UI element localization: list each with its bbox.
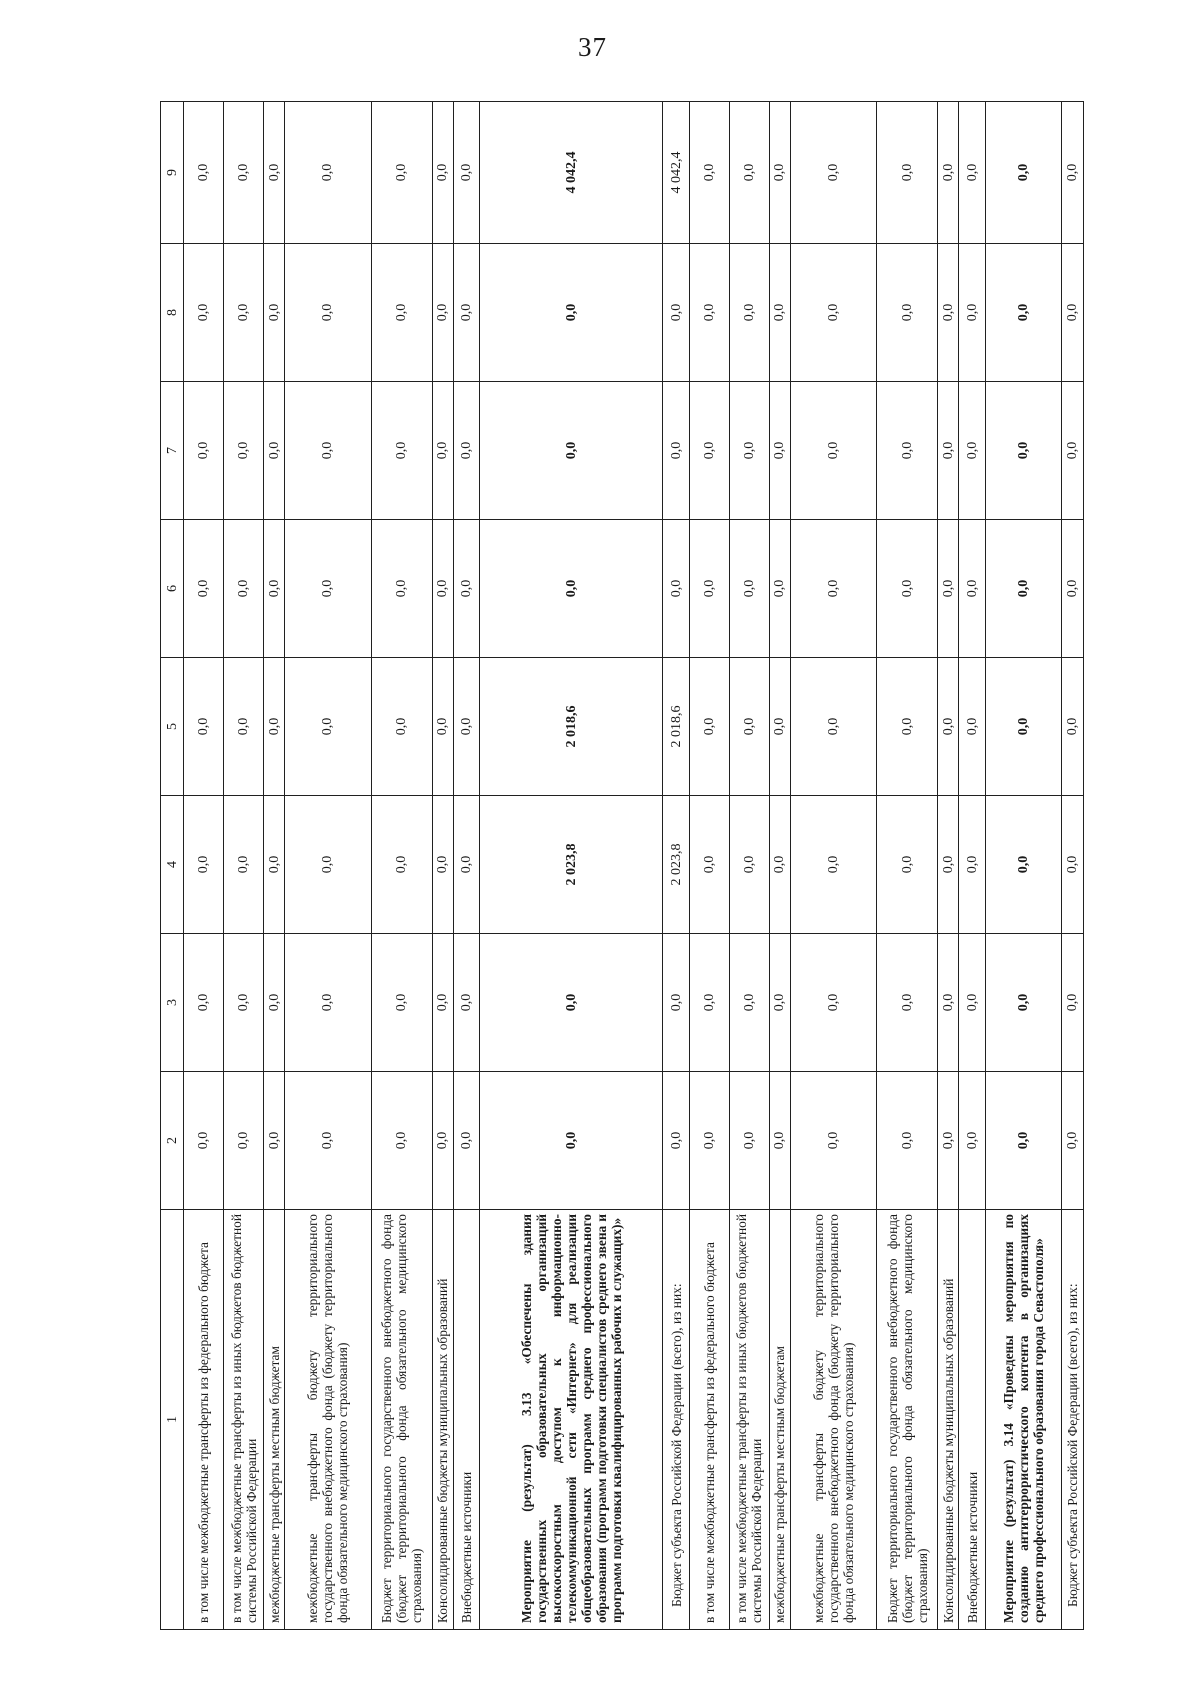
value-cell: 0,0 xyxy=(790,934,876,1072)
value-cell: 0,0 xyxy=(790,382,876,520)
value-cell: 0,0 xyxy=(663,520,689,658)
header-cell: 6 xyxy=(161,520,184,658)
value-cell: 0,0 xyxy=(938,520,959,658)
value-cell: 0,0 xyxy=(184,934,224,1072)
value-cell: 0,0 xyxy=(790,1072,876,1210)
value-cell: 0,0 xyxy=(432,244,453,382)
value-cell: 0,0 xyxy=(453,244,479,382)
header-cell: 9 xyxy=(161,102,184,244)
row-label: в том числе межбюджетные трансферты из иных бюджетов бюджетной системы Российской Федерации xyxy=(224,1210,264,1630)
value-cell: 0,0 xyxy=(663,244,689,382)
row-label: межбюджетные трансферты бюджету территориального государственного внебюджетного фонда (бюджету территориального фонда обязательного медицинского страхования) xyxy=(285,1210,371,1630)
value-cell: 0,0 xyxy=(877,796,938,934)
value-cell: 0,0 xyxy=(371,1072,432,1210)
table-row xyxy=(224,102,264,1630)
value-cell: 0,0 xyxy=(769,520,790,658)
rotated-table-wrapper xyxy=(160,102,1084,1630)
value-cell: 0,0 xyxy=(480,934,663,1072)
value-cell: 0,0 xyxy=(959,102,985,244)
value-cell: 0,0 xyxy=(769,934,790,1072)
row-label: Консолидированные бюджеты муниципальных образований xyxy=(432,1210,453,1630)
row-label: Бюджет субъекта Российской Федерации (всего), из них: xyxy=(663,1210,689,1630)
value-cell: 0,0 xyxy=(371,520,432,658)
row-label: Мероприятие (результат) 3.13 «Обеспечены здания государственных образовательных организаций высокоскоростным доступом к информационно-телекоммуникационной сети «Интернет» для реализации общеобразовательных программ среднего профессионального образования (программ подготовки специалистов среднего звена и программ подготовки квалифицированных рабочих и служащих)» xyxy=(480,1210,663,1630)
value-cell: 0,0 xyxy=(938,102,959,244)
value-cell: 0,0 xyxy=(877,244,938,382)
value-cell: 0,0 xyxy=(729,102,769,244)
value-cell: 0,0 xyxy=(453,382,479,520)
row-label: Бюджет территориального государственного внебюджетного фонда (бюджет территориального фонда обязательного медицинского страхования) xyxy=(877,1210,938,1630)
row-label: в том числе межбюджетные трансферты из федерального бюджета xyxy=(689,1210,729,1630)
value-cell: 0,0 xyxy=(985,244,1061,382)
value-cell: 0,0 xyxy=(877,520,938,658)
value-cell: 0,0 xyxy=(453,934,479,1072)
value-cell: 0,0 xyxy=(264,796,285,934)
value-cell: 0,0 xyxy=(985,796,1061,934)
value-cell: 0,0 xyxy=(729,520,769,658)
row-label: в том числе межбюджетные трансферты из иных бюджетов бюджетной системы Российской Федерации xyxy=(729,1210,769,1630)
value-cell: 0,0 xyxy=(285,1072,371,1210)
value-cell: 0,0 xyxy=(959,382,985,520)
table-row xyxy=(264,102,285,1630)
value-cell: 0,0 xyxy=(938,796,959,934)
value-cell: 0,0 xyxy=(729,382,769,520)
value-cell: 0,0 xyxy=(959,796,985,934)
value-cell: 0,0 xyxy=(790,244,876,382)
value-cell: 0,0 xyxy=(224,244,264,382)
row-label: Консолидированные бюджеты муниципальных образований xyxy=(938,1210,959,1630)
value-cell: 0,0 xyxy=(432,796,453,934)
value-cell: 0,0 xyxy=(689,1072,729,1210)
table-row xyxy=(453,102,479,1630)
value-cell: 0,0 xyxy=(432,658,453,796)
value-cell: 0,0 xyxy=(264,1072,285,1210)
value-cell: 0,0 xyxy=(371,796,432,934)
table-row xyxy=(1061,102,1083,1630)
value-cell: 0,0 xyxy=(689,244,729,382)
value-cell: 0,0 xyxy=(729,796,769,934)
value-cell: 0,0 xyxy=(432,520,453,658)
value-cell: 0,0 xyxy=(184,382,224,520)
value-cell: 0,0 xyxy=(224,1072,264,1210)
value-cell: 0,0 xyxy=(790,102,876,244)
value-cell: 0,0 xyxy=(1061,520,1083,658)
header-cell: 5 xyxy=(161,658,184,796)
value-cell: 0,0 xyxy=(959,658,985,796)
value-cell: 0,0 xyxy=(729,244,769,382)
table-row xyxy=(689,102,729,1630)
value-cell: 0,0 xyxy=(184,102,224,244)
value-cell: 0,0 xyxy=(453,658,479,796)
value-cell: 0,0 xyxy=(432,934,453,1072)
value-cell: 0,0 xyxy=(184,244,224,382)
value-cell: 0,0 xyxy=(285,796,371,934)
value-cell: 0,0 xyxy=(453,520,479,658)
row-label: межбюджетные трансферты местным бюджетам xyxy=(264,1210,285,1630)
header-cell: 8 xyxy=(161,244,184,382)
header-cell: 1 xyxy=(161,1210,184,1630)
value-cell: 0,0 xyxy=(689,934,729,1072)
value-cell: 0,0 xyxy=(432,1072,453,1210)
value-cell: 0,0 xyxy=(1061,796,1083,934)
value-cell: 0,0 xyxy=(938,1072,959,1210)
value-cell: 0,0 xyxy=(184,1072,224,1210)
value-cell: 0,0 xyxy=(480,244,663,382)
value-cell: 0,0 xyxy=(689,382,729,520)
value-cell: 0,0 xyxy=(480,382,663,520)
value-cell: 0,0 xyxy=(959,934,985,1072)
table-row xyxy=(790,102,876,1630)
value-cell: 0,0 xyxy=(1061,382,1083,520)
value-cell: 0,0 xyxy=(769,102,790,244)
value-cell: 0,0 xyxy=(769,796,790,934)
value-cell: 0,0 xyxy=(432,102,453,244)
table-row xyxy=(769,102,790,1630)
value-cell: 0,0 xyxy=(877,102,938,244)
value-cell: 0,0 xyxy=(729,1072,769,1210)
value-cell: 0,0 xyxy=(985,520,1061,658)
value-cell: 0,0 xyxy=(224,520,264,658)
value-cell: 0,0 xyxy=(877,1072,938,1210)
table-row xyxy=(959,102,985,1630)
value-cell: 0,0 xyxy=(959,1072,985,1210)
row-label: межбюджетные трансферты бюджету территориального государственного внебюджетного фонда (бюджету территориального фонда обязательного медицинского страхования) xyxy=(790,1210,876,1630)
value-cell: 0,0 xyxy=(453,1072,479,1210)
value-cell: 0,0 xyxy=(877,382,938,520)
value-cell: 0,0 xyxy=(371,102,432,244)
value-cell: 0,0 xyxy=(1061,658,1083,796)
row-label: Внебюджетные источники xyxy=(453,1210,479,1630)
value-cell: 0,0 xyxy=(432,382,453,520)
value-cell: 0,0 xyxy=(285,102,371,244)
value-cell: 0,0 xyxy=(938,382,959,520)
value-cell: 0,0 xyxy=(985,658,1061,796)
value-cell: 0,0 xyxy=(224,382,264,520)
header-cell: 7 xyxy=(161,382,184,520)
row-label: Бюджет субъекта Российской Федерации (всего), из них: xyxy=(1061,1210,1083,1630)
value-cell: 0,0 xyxy=(938,244,959,382)
budget-table xyxy=(160,101,1084,1630)
value-cell: 4 042,4 xyxy=(663,102,689,244)
value-cell: 0,0 xyxy=(689,102,729,244)
value-cell: 0,0 xyxy=(264,658,285,796)
value-cell: 0,0 xyxy=(371,382,432,520)
value-cell: 0,0 xyxy=(453,796,479,934)
table-row xyxy=(371,102,432,1630)
value-cell: 0,0 xyxy=(264,244,285,382)
value-cell: 0,0 xyxy=(1061,1072,1083,1210)
value-cell: 0,0 xyxy=(729,658,769,796)
value-cell: 0,0 xyxy=(663,382,689,520)
table-row xyxy=(432,102,453,1630)
value-cell: 0,0 xyxy=(264,934,285,1072)
value-cell: 2 023,8 xyxy=(663,796,689,934)
value-cell: 2 023,8 xyxy=(480,796,663,934)
header-cell: 2 xyxy=(161,1072,184,1210)
value-cell: 0,0 xyxy=(453,102,479,244)
value-cell: 0,0 xyxy=(480,520,663,658)
value-cell: 0,0 xyxy=(938,658,959,796)
value-cell: 0,0 xyxy=(790,796,876,934)
value-cell: 2 018,6 xyxy=(480,658,663,796)
value-cell: 0,0 xyxy=(790,658,876,796)
header-cell: 3 xyxy=(161,934,184,1072)
table-row xyxy=(184,102,224,1630)
value-cell: 0,0 xyxy=(184,658,224,796)
row-label: Внебюджетные источники xyxy=(959,1210,985,1630)
value-cell: 0,0 xyxy=(769,1072,790,1210)
value-cell: 0,0 xyxy=(264,382,285,520)
value-cell: 2 018,6 xyxy=(663,658,689,796)
value-cell: 0,0 xyxy=(769,658,790,796)
value-cell: 0,0 xyxy=(790,520,876,658)
value-cell: 0,0 xyxy=(663,1072,689,1210)
value-cell: 0,0 xyxy=(769,382,790,520)
table-row xyxy=(480,102,663,1630)
table-body xyxy=(184,102,1084,1630)
table-row xyxy=(985,102,1061,1630)
value-cell: 0,0 xyxy=(877,658,938,796)
table-row xyxy=(938,102,959,1630)
row-label: Бюджет территориального государственного внебюджетного фонда (бюджет территориального фонда обязательного медицинского страхования) xyxy=(371,1210,432,1630)
value-cell: 0,0 xyxy=(264,102,285,244)
row-label: межбюджетные трансферты местным бюджетам xyxy=(769,1210,790,1630)
header-row xyxy=(161,102,184,1630)
value-cell: 0,0 xyxy=(938,934,959,1072)
row-label: в том числе межбюджетные трансферты из федерального бюджета xyxy=(184,1210,224,1630)
value-cell: 0,0 xyxy=(959,520,985,658)
value-cell: 0,0 xyxy=(264,520,285,658)
value-cell: 0,0 xyxy=(224,934,264,1072)
value-cell: 0,0 xyxy=(1061,934,1083,1072)
value-cell: 0,0 xyxy=(985,934,1061,1072)
table-row xyxy=(663,102,689,1630)
value-cell: 0,0 xyxy=(729,934,769,1072)
table-row xyxy=(285,102,371,1630)
value-cell: 0,0 xyxy=(985,382,1061,520)
value-cell: 0,0 xyxy=(663,934,689,1072)
value-cell: 0,0 xyxy=(769,244,790,382)
value-cell: 0,0 xyxy=(985,1072,1061,1210)
page-number: 37 xyxy=(578,32,607,62)
header-cell: 4 xyxy=(161,796,184,934)
value-cell: 0,0 xyxy=(480,1072,663,1210)
value-cell: 0,0 xyxy=(371,244,432,382)
value-cell: 0,0 xyxy=(285,382,371,520)
value-cell: 0,0 xyxy=(285,244,371,382)
value-cell: 0,0 xyxy=(689,658,729,796)
value-cell: 0,0 xyxy=(959,244,985,382)
value-cell: 0,0 xyxy=(877,934,938,1072)
value-cell: 0,0 xyxy=(184,796,224,934)
value-cell: 0,0 xyxy=(224,796,264,934)
value-cell: 0,0 xyxy=(689,796,729,934)
value-cell: 0,0 xyxy=(1061,102,1083,244)
value-cell: 0,0 xyxy=(371,658,432,796)
table-row xyxy=(877,102,938,1630)
table-row xyxy=(729,102,769,1630)
value-cell: 0,0 xyxy=(285,934,371,1072)
value-cell: 0,0 xyxy=(285,520,371,658)
value-cell: 0,0 xyxy=(184,520,224,658)
value-cell: 0,0 xyxy=(689,520,729,658)
value-cell: 0,0 xyxy=(985,102,1061,244)
value-cell: 0,0 xyxy=(285,658,371,796)
row-label: Мероприятие (результат) 3.14 «Проведены мероприятия по созданию антитеррористического контента в организациях среднего профессионального образования города Севастополя» xyxy=(985,1210,1061,1630)
value-cell: 0,0 xyxy=(224,658,264,796)
value-cell: 0,0 xyxy=(371,934,432,1072)
value-cell: 4 042,4 xyxy=(480,102,663,244)
value-cell: 0,0 xyxy=(224,102,264,244)
value-cell: 0,0 xyxy=(1061,244,1083,382)
